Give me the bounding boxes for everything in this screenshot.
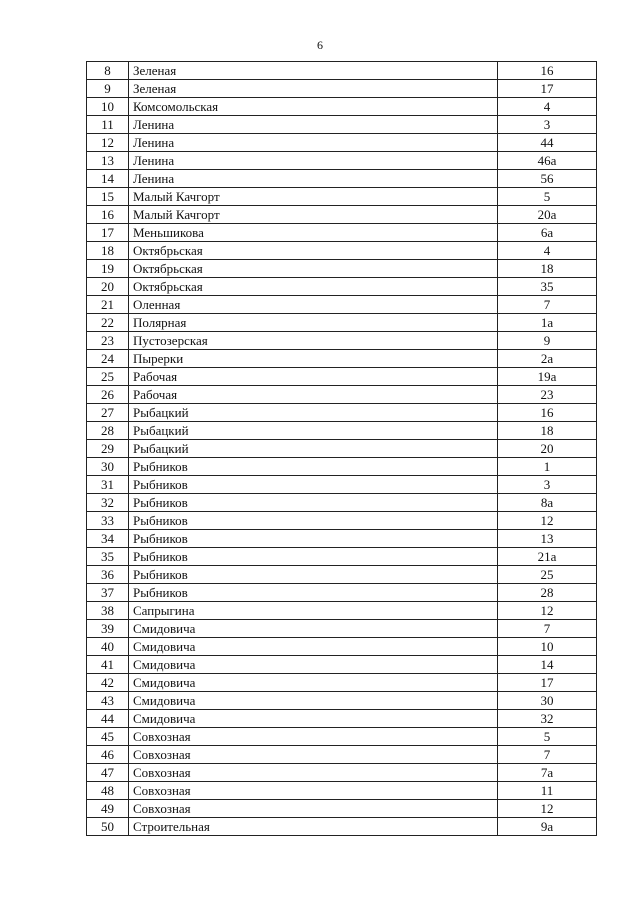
table-row [87,188,597,206]
table-row [87,62,597,80]
house-number-cell: 16 [498,62,597,80]
street-name-cell: Рыбников [129,566,498,584]
row-number-cell: 16 [87,206,129,224]
table-row [87,800,597,818]
table-row [87,584,597,602]
row-number-cell: 9 [87,80,129,98]
house-number-cell: 5 [498,728,597,746]
house-number-cell: 21а [498,548,597,566]
table-row [87,278,597,296]
street-name-cell: Рыбников [129,548,498,566]
table-row [87,782,597,800]
street-name-cell: Сапрыгина [129,602,498,620]
row-number-cell: 37 [87,584,129,602]
house-number-cell: 7 [498,620,597,638]
house-number-cell: 9 [498,332,597,350]
page-number: 6 [317,38,323,52]
row-number-cell: 12 [87,134,129,152]
row-number-cell: 18 [87,242,129,260]
street-name-cell: Смидовича [129,710,498,728]
row-number-cell: 32 [87,494,129,512]
street-name-cell: Совхозная [129,800,498,818]
house-number-cell: 23 [498,386,597,404]
row-number-cell: 17 [87,224,129,242]
row-number-cell: 19 [87,260,129,278]
table-row [87,404,597,422]
street-name-cell: Смидовича [129,638,498,656]
row-number-cell: 20 [87,278,129,296]
house-number-cell: 7 [498,746,597,764]
house-number-cell: 46а [498,152,597,170]
row-number-cell: 43 [87,692,129,710]
street-name-cell: Ленина [129,170,498,188]
row-number-cell: 46 [87,746,129,764]
house-number-cell: 25 [498,566,597,584]
table-row [87,674,597,692]
row-number-cell: 45 [87,728,129,746]
table-row [87,80,597,98]
table-row [87,206,597,224]
house-number-cell: 3 [498,116,597,134]
house-number-cell: 9а [498,818,597,836]
row-number-cell: 22 [87,314,129,332]
table-row [87,386,597,404]
house-number-cell: 18 [498,260,597,278]
table-row [87,746,597,764]
table-row [87,116,597,134]
street-name-cell: Смидовича [129,620,498,638]
house-number-cell: 44 [498,134,597,152]
address-table [86,61,597,836]
house-number-cell: 19а [498,368,597,386]
street-name-cell: Совхозная [129,728,498,746]
street-name-cell: Рыбников [129,458,498,476]
street-name-cell: Октябрьская [129,278,498,296]
house-number-cell: 12 [498,512,597,530]
street-name-cell: Совхозная [129,746,498,764]
row-number-cell: 39 [87,620,129,638]
row-number-cell: 40 [87,638,129,656]
street-name-cell: Смидовича [129,692,498,710]
house-number-cell: 8а [498,494,597,512]
table-row [87,602,597,620]
table-row [87,422,597,440]
house-number-cell: 3 [498,476,597,494]
table-row [87,566,597,584]
row-number-cell: 23 [87,332,129,350]
row-number-cell: 49 [87,800,129,818]
table-row [87,260,597,278]
row-number-cell: 35 [87,548,129,566]
row-number-cell: 47 [87,764,129,782]
table-row [87,314,597,332]
street-name-cell: Рыбников [129,476,498,494]
row-number-cell: 15 [87,188,129,206]
row-number-cell: 27 [87,404,129,422]
street-name-cell: Рыбников [129,584,498,602]
street-name-cell: Рыбацкий [129,422,498,440]
house-number-cell: 32 [498,710,597,728]
street-name-cell: Ленина [129,152,498,170]
table-row [87,818,597,836]
row-number-cell: 33 [87,512,129,530]
table-row [87,548,597,566]
row-number-cell: 34 [87,530,129,548]
street-name-cell: Рыбацкий [129,440,498,458]
row-number-cell: 29 [87,440,129,458]
house-number-cell: 2а [498,350,597,368]
row-number-cell: 10 [87,98,129,116]
row-number-cell: 44 [87,710,129,728]
house-number-cell: 5 [498,188,597,206]
row-number-cell: 8 [87,62,129,80]
house-number-cell: 1 [498,458,597,476]
house-number-cell: 1а [498,314,597,332]
house-number-cell: 12 [498,602,597,620]
street-name-cell: Пырерки [129,350,498,368]
house-number-cell: 28 [498,584,597,602]
row-number-cell: 13 [87,152,129,170]
street-name-cell: Рыбацкий [129,404,498,422]
house-number-cell: 17 [498,80,597,98]
house-number-cell: 7а [498,764,597,782]
house-number-cell: 14 [498,656,597,674]
table-row [87,350,597,368]
table-row [87,638,597,656]
table-row [87,512,597,530]
row-number-cell: 38 [87,602,129,620]
row-number-cell: 48 [87,782,129,800]
row-number-cell: 30 [87,458,129,476]
house-number-cell: 4 [498,242,597,260]
table-row [87,656,597,674]
table-row [87,242,597,260]
table-row [87,98,597,116]
table-row [87,440,597,458]
street-name-cell: Пустозерская [129,332,498,350]
street-name-cell: Строительная [129,818,498,836]
street-name-cell: Рыбников [129,530,498,548]
table-row [87,332,597,350]
street-name-cell: Ленина [129,134,498,152]
row-number-cell: 14 [87,170,129,188]
street-name-cell: Рыбников [129,494,498,512]
row-number-cell: 28 [87,422,129,440]
table-row [87,764,597,782]
row-number-cell: 26 [87,386,129,404]
street-name-cell: Оленная [129,296,498,314]
row-number-cell: 24 [87,350,129,368]
street-name-cell: Совхозная [129,764,498,782]
row-number-cell: 25 [87,368,129,386]
table-row [87,530,597,548]
house-number-cell: 35 [498,278,597,296]
street-name-cell: Зеленая [129,62,498,80]
table-row [87,296,597,314]
table-row [87,620,597,638]
table-row [87,692,597,710]
house-number-cell: 4 [498,98,597,116]
house-number-cell: 10 [498,638,597,656]
house-number-cell: 18 [498,422,597,440]
street-name-cell: Октябрьская [129,242,498,260]
table-row [87,710,597,728]
row-number-cell: 21 [87,296,129,314]
row-number-cell: 41 [87,656,129,674]
house-number-cell: 13 [498,530,597,548]
street-name-cell: Малый Качгорт [129,188,498,206]
house-number-cell: 20а [498,206,597,224]
row-number-cell: 36 [87,566,129,584]
street-name-cell: Полярная [129,314,498,332]
table-row [87,134,597,152]
row-number-cell: 11 [87,116,129,134]
house-number-cell: 30 [498,692,597,710]
house-number-cell: 7 [498,296,597,314]
street-name-cell: Совхозная [129,782,498,800]
street-name-cell: Малый Качгорт [129,206,498,224]
table-row [87,224,597,242]
street-name-cell: Рабочая [129,368,498,386]
street-name-cell: Октябрьская [129,260,498,278]
table-row [87,728,597,746]
house-number-cell: 20 [498,440,597,458]
street-name-cell: Смидовича [129,674,498,692]
street-name-cell: Комсомольская [129,98,498,116]
table-row [87,476,597,494]
street-name-cell: Ленина [129,116,498,134]
table-row [87,152,597,170]
row-number-cell: 31 [87,476,129,494]
table-row [87,368,597,386]
street-name-cell: Зеленая [129,80,498,98]
row-number-cell: 42 [87,674,129,692]
street-name-cell: Смидовича [129,656,498,674]
street-name-cell: Рабочая [129,386,498,404]
table-row [87,494,597,512]
house-number-cell: 16 [498,404,597,422]
address-table-body [87,62,597,836]
table-row [87,458,597,476]
house-number-cell: 6а [498,224,597,242]
street-name-cell: Меньшикова [129,224,498,242]
table-row [87,170,597,188]
house-number-cell: 17 [498,674,597,692]
house-number-cell: 12 [498,800,597,818]
street-name-cell: Рыбников [129,512,498,530]
house-number-cell: 56 [498,170,597,188]
row-number-cell: 50 [87,818,129,836]
house-number-cell: 11 [498,782,597,800]
